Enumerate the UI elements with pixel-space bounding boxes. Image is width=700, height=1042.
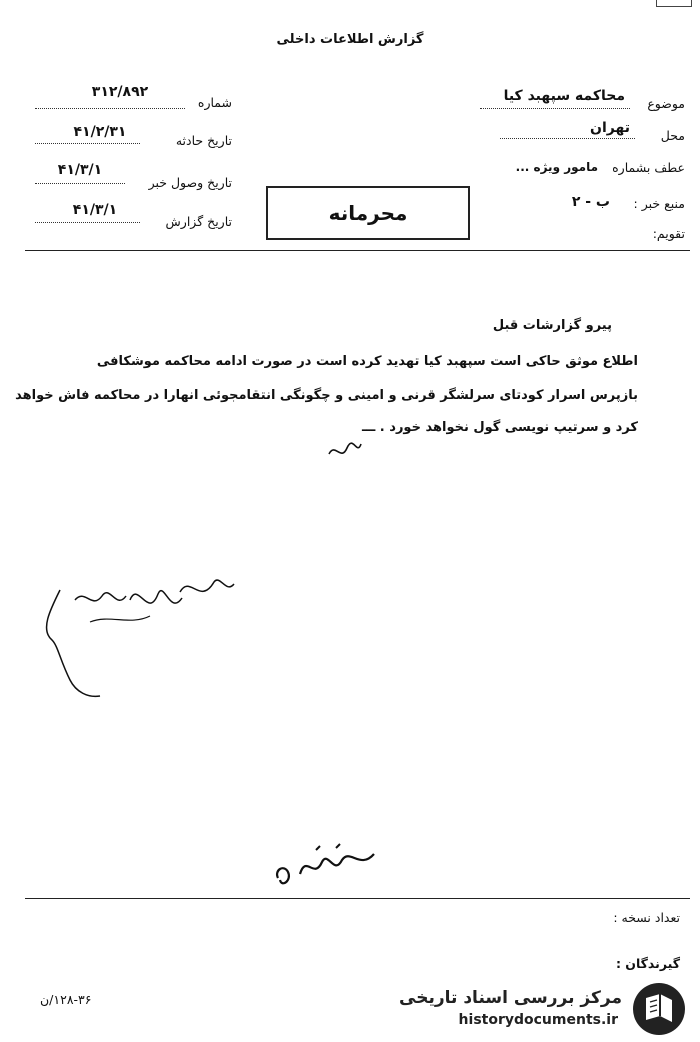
receipt-date-label: تاریخ وصول خبر xyxy=(148,175,232,190)
form-code: ۱۲۸-۳۶/ن xyxy=(40,992,92,1007)
body-line-1: اطلاع موثق حاکی است سپهبد کیا تهدید کرده است در صورت ادامه محاکمه موشکافی xyxy=(96,354,638,369)
source-value: ب - ۲ xyxy=(571,194,610,210)
confidential-stamp: محرمانه xyxy=(266,186,470,240)
signature xyxy=(270,840,390,900)
page-title: گزارش اطلاعات داخلی xyxy=(276,32,424,47)
reference-label: عطف بشماره xyxy=(612,160,685,175)
report-date-label: تاریخ گزارش xyxy=(165,214,232,229)
body-line-2: بازپرس اسرار کودتای سرلشگر قرنی و امینی و چگونگی انتقامجوئی انهارا در محاکمه فاش خواهد xyxy=(15,388,638,403)
header-divider xyxy=(25,250,690,251)
source-label: منبع خبر : xyxy=(633,196,685,211)
number-value: ۳۱۲/۸۹۲ xyxy=(91,84,149,100)
number-dots xyxy=(35,108,185,109)
archive-url: historydocuments.ir xyxy=(458,1012,618,1028)
incident-date-label: تاریخ حادثه xyxy=(175,133,232,148)
report-date-dots xyxy=(35,222,140,223)
place-dots xyxy=(500,138,635,139)
subject-dots xyxy=(480,108,630,109)
reference-value: مامور ویژه ... xyxy=(515,160,598,174)
incident-date-value: ۴۱/۲/۳۱ xyxy=(73,124,127,140)
archive-name: مرکز بررسی اسناد تاریخی xyxy=(399,988,622,1008)
handwritten-mark xyxy=(325,436,365,466)
footer-divider xyxy=(25,898,690,899)
subject-value: محاکمه سپهبد کیا xyxy=(503,88,625,104)
receipt-date-dots xyxy=(35,183,125,184)
report-date-value: ۴۱/۳/۱ xyxy=(72,202,118,218)
copies-label: تعداد نسخه : xyxy=(613,910,680,925)
corner-box xyxy=(656,0,692,7)
place-label: محل xyxy=(660,128,685,143)
body-intro: پیرو گزارشات قبل xyxy=(492,318,612,333)
assessment-label: تقویم: xyxy=(652,226,685,241)
subject-label: موضوع xyxy=(647,96,685,111)
body-line-3: کرد و سرتیپ نویسی گول نخواهد خورد . ـــ xyxy=(361,420,638,435)
incident-date-dots xyxy=(35,143,140,144)
number-label: شماره xyxy=(197,95,232,110)
handwritten-annotation xyxy=(30,570,240,710)
receipt-date-value: ۴۱/۳/۱ xyxy=(57,162,103,178)
recipients-label: گیرندگان : xyxy=(615,956,680,971)
archive-logo-icon xyxy=(630,980,688,1038)
place-value: تهران xyxy=(590,120,630,136)
